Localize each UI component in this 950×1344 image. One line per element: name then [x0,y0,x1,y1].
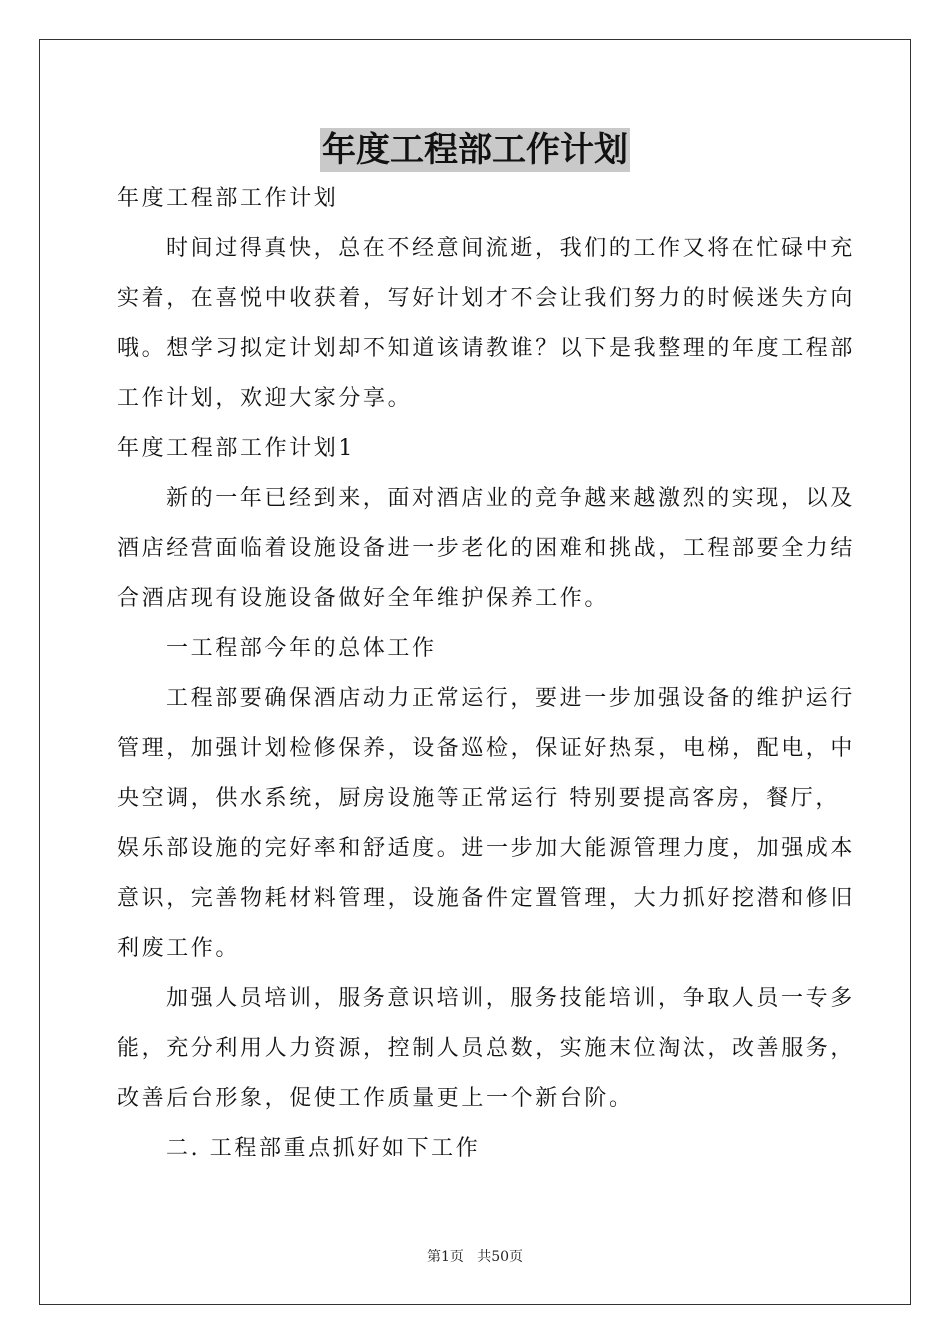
text-line: 年度工程部工作计划 [117,186,339,211]
text-line: 利废工作。 [117,936,241,961]
text-line: 一工程部今年的总体工作 [166,636,437,661]
text-line: 二. 工程部重点抓好如下工作 [166,1136,481,1161]
text-line: 管理，加强计划检修保养，设备巡检，保证好热泵，电梯，配电，中 [117,736,856,761]
text-line: 新的一年已经到来，面对酒店业的竞争越来越激烈的实现，以及 [166,486,855,511]
text-line: 加强人员培训，服务意识培训，服务技能培训，争取人员一专多 [166,986,855,1011]
text-line: 实着，在喜悦中收获着，写好计划才不会让我们努力的时候迷失方向 [117,286,856,311]
text-line: 哦。想学习拟定计划却不知道该请教谁？以下是我整理的年度工程部 [117,336,856,361]
text-line: 改善后台形象，促使工作质量更上一个新台阶。 [117,1086,634,1111]
page-footer [0,1247,950,1267]
text-line: 酒店经营面临着设施设备进一步老化的困难和挑战，工程部要全力结 [117,536,856,561]
text-line: 工程部要确保酒店动力正常运行，要进一步加强设备的维护运行 [166,686,855,711]
text-line: 合酒店现有设施设备做好全年维护保养工作。 [117,586,610,611]
text-line: 央空调，供水系统，厨房设施等正常运行 特别要提高客房，餐厅， [117,786,840,811]
text-line: 意识，完善物耗材料管理，设施备件定置管理，大力抓好挖潜和修旧 [117,886,856,911]
title-container [0,128,950,172]
page-number: 第1页 共50页 [426,1249,524,1265]
text-line: 娱乐部设施的完好率和舒适度。进一步加大能源管理力度，加强成本 [117,836,856,861]
text-line: 能，充分利用人力资源，控制人员总数，实施末位淘汰，改善服务， [117,1036,856,1061]
text-line: 工作计划，欢迎大家分享。 [117,386,413,411]
text-line: 时间过得真快，总在不经意间流逝，我们的工作又将在忙碌中充 [166,236,855,261]
document-title: 年度工程部工作计划 [322,130,628,170]
document-body [117,179,856,1179]
text-line: 年度工程部工作计划1 [117,436,355,461]
